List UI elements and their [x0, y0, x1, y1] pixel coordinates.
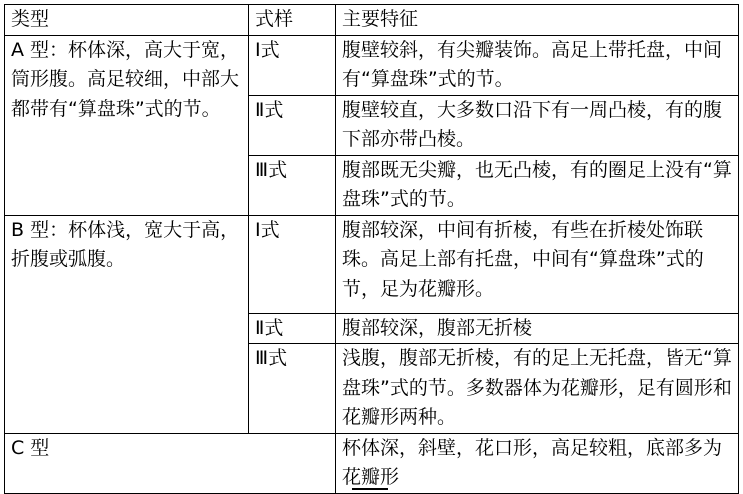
header-type: 类型: [5, 5, 249, 36]
type-a-cell: A 型：杯体深，高大于宽，筒形腹。高足较细，中部大都带有“算盘珠”式的节。: [5, 35, 249, 215]
features-cell: 腹部较深，腹部无折棱: [336, 313, 739, 344]
header-style: 式样: [249, 5, 336, 36]
features-cell: 腹部较深，中间有折棱，有些在折棱处饰联珠。高足上部有托盘，中间有“算盘珠”式的节，足为花瓣形。: [336, 215, 739, 313]
table-row: [5, 215, 739, 313]
features-cell: 腹壁较直，大多数口沿下有一周凸棱，有的腹下部亦带凸棱。: [336, 95, 739, 155]
features-cell: 腹壁较斜，有尖瓣装饰。高足上带托盘，中间有“算盘珠”式的节。: [336, 35, 739, 95]
style-cell: Ⅲ式: [249, 344, 336, 434]
style-cell: Ⅰ式: [249, 35, 336, 95]
features-cell: 腹部既无尖瓣，也无凸棱，有的圈足上没有“算盘珠”式的节。: [336, 155, 739, 215]
header-row: [5, 5, 739, 36]
type-c-cell: C 型: [5, 433, 336, 493]
table-row: [5, 35, 739, 95]
style-cell: Ⅱ式: [249, 313, 336, 344]
features-cell: 浅腹，腹部无折棱，有的足上无托盘，皆无“算盘珠”式的节。多数器体为花瓣形，足有圆形和花瓣形两种。: [336, 344, 739, 434]
features-cell: 杯体深，斜壁，花口形，高足较粗，底部多为花瓣形: [336, 433, 739, 493]
style-cell: Ⅱ式: [249, 95, 336, 155]
style-cell: Ⅲ式: [249, 155, 336, 215]
header-features: 主要特征: [336, 5, 739, 36]
table-row: [5, 433, 739, 493]
style-cell: Ⅰ式: [249, 215, 336, 313]
type-b-cell: B 型：杯体浅，宽大于高，折腹或弧腹。: [5, 215, 249, 433]
classification-table: [4, 4, 739, 494]
page-edge-mark: [352, 488, 388, 490]
